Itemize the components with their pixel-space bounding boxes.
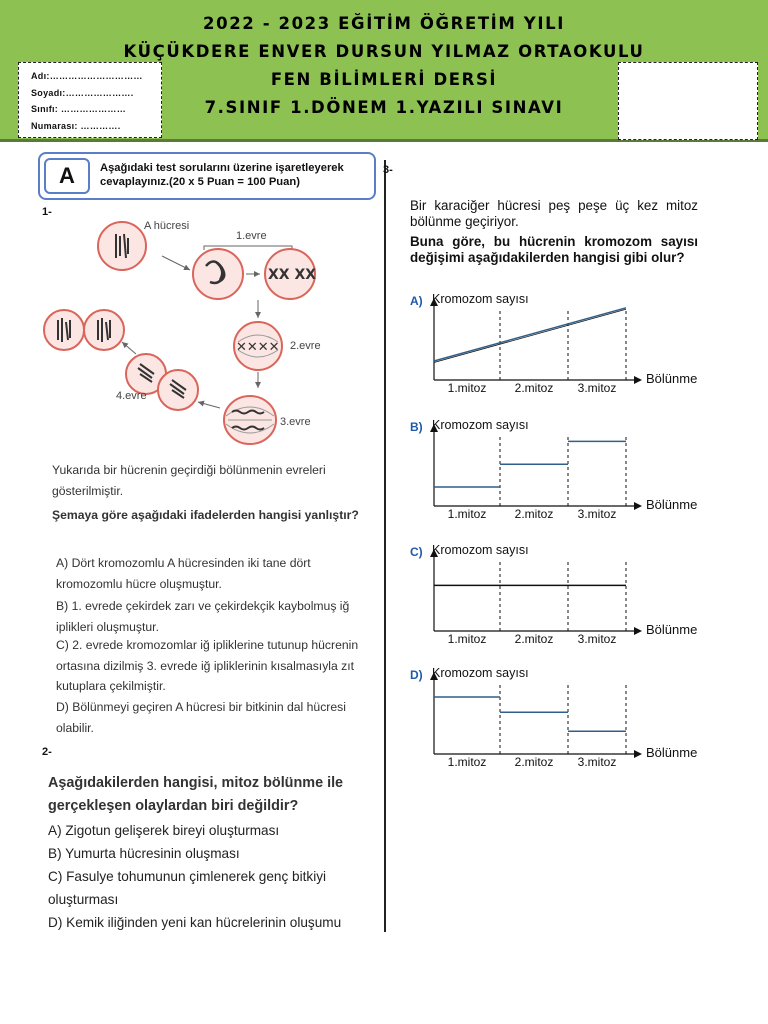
x-axis-arrow	[634, 750, 642, 758]
graph-tick-3: 3.mitoz	[577, 507, 617, 521]
column-divider	[384, 160, 386, 932]
score-box	[618, 62, 758, 140]
student-info-box	[18, 62, 162, 138]
student-class-field[interactable]: Sınıfı: …………………	[31, 104, 126, 114]
question-2-option-c[interactable]: C) Fasulye tohumunun çimlenerek genç bitkiyi oluşturması	[48, 869, 327, 907]
question-1-option-a[interactable]: A) Dört kromozomlu A hücresinden iki tane dört kromozomlu hücre oluşmuştur.	[56, 556, 311, 591]
svg-text:✕✕✕✕: ✕✕✕✕	[236, 340, 280, 355]
question-3-number: 3-	[383, 164, 393, 176]
graph-option-letter: C)	[410, 545, 423, 559]
svg-text:XX XX: XX XX	[268, 267, 317, 283]
section-letter: A	[44, 158, 90, 194]
header-exam-title: 7.SINIF 1.DÖNEM 1.YAZILI SINAVI	[204, 98, 564, 117]
graph-option-d[interactable]	[404, 660, 704, 784]
header-school-name: KÜÇÜKDERE ENVER DURSUN YILMAZ ORTAOKULU	[123, 42, 645, 61]
graph-x-label: Bölünme	[646, 371, 698, 386]
question-1-option-b[interactable]: B) 1. evrede çekirdek zarı ve çekirdekçik kaybolmuş iğ iplikleri oluşmuştur.	[56, 599, 350, 634]
arrow	[162, 256, 190, 270]
graph-tick-3: 3.mitoz	[577, 755, 617, 769]
series-line	[434, 308, 626, 361]
series-line-shadow	[434, 309, 626, 362]
graph-tick-2: 2.mitoz	[514, 755, 554, 769]
graph-x-label: Bölünme	[646, 622, 698, 637]
question-2-option-b[interactable]: B) Yumurta hücresinin oluşması	[48, 846, 240, 861]
header-course-name: FEN BİLİMLERİ DERSİ	[270, 70, 498, 89]
mitosis-diagram-svg	[40, 212, 366, 448]
graph-tick-2: 2.mitoz	[514, 632, 554, 646]
question-3-stem: Bir karaciğer hücresi peş peşe üç kez mitoz bölünme geçiriyor.	[410, 198, 698, 229]
graph-y-label: Kromozom sayısı	[432, 292, 529, 306]
header-academic-year: 2022 - 2023 EĞİTİM ÖĞRETİM YILI	[203, 14, 565, 33]
cell-stage-2	[234, 322, 282, 370]
question-2-option-d[interactable]: D) Kemik iliğinden yeni kan hücrelerinin oluşumu	[48, 915, 342, 930]
question-1-number: 1-	[42, 206, 52, 218]
question-1-intro: Yukarıda bir hücrenin geçirdiği bölünmenin evreleri gösterilmiştir.	[52, 463, 326, 498]
x-axis-arrow	[634, 502, 642, 510]
student-surname-field[interactable]: Soyadı:………………….	[31, 87, 134, 98]
cell-stage-3	[224, 396, 276, 444]
section-instruction: Aşağıdaki test sorularını üzerine işaretleyerek cevaplayınız.(20 x 5 Puan = 100 Puan)	[100, 162, 344, 188]
mitosis-diagram	[40, 212, 366, 448]
exam-header	[0, 0, 768, 142]
question-1-option-d[interactable]: D) Bölünmeyi geçiren A hücresi bir bitkinin dal hücresi olabilir.	[56, 700, 346, 735]
label-stage-4: 4.evre	[116, 390, 147, 402]
question-1-stem: Şemaya göre aşağıdaki ifadelerden hangisi yanlıştır?	[52, 508, 359, 522]
graph-y-label: Kromozom sayısı	[432, 666, 529, 680]
graph-tick-1: 1.mitoz	[447, 381, 487, 395]
graph-x-label: Bölünme	[646, 745, 698, 760]
graph-tick-1: 1.mitoz	[447, 507, 487, 521]
question-1-option-c[interactable]: C) 2. evrede kromozomlar iğ ipliklerine tutunup hücrenin ortasına dizilmiş 3. evrede iğ ipliklerinin kısalmasıyla zıt kutuplara çekilmiştir.	[56, 638, 359, 693]
label-stage-2: 2.evre	[290, 340, 321, 352]
graph-y-label: Kromozom sayısı	[432, 418, 529, 432]
label-a-hucresi: A hücresi	[144, 220, 190, 232]
label-stage-1: 1.evre	[236, 230, 267, 242]
graph-option-b[interactable]	[404, 412, 704, 536]
graph-option-a[interactable]	[404, 286, 704, 410]
x-axis-arrow	[634, 376, 642, 384]
question-3-question: Buna göre, bu hücrenin kromozom sayısı değişimi aşağıdakilerden hangisi gibi olur?	[410, 234, 698, 265]
cell-stage-1b	[265, 249, 316, 299]
student-number-field[interactable]: Numarası: ………….	[31, 120, 121, 131]
student-name-field[interactable]: Adı:…………………………	[31, 71, 143, 81]
graph-y-label: Kromozom sayısı	[432, 543, 529, 557]
question-2-stem: Aşağıdakilerden hangisi, mitoz bölünme ile gerçekleşen olaylardan biri değildir?	[48, 775, 344, 814]
graph-tick-1: 1.mitoz	[447, 632, 487, 646]
question-2-option-a[interactable]: A) Zigotun gelişerek bireyi oluşturması	[48, 823, 280, 838]
graph-tick-3: 3.mitoz	[577, 381, 617, 395]
graph-option-letter: A)	[410, 294, 423, 308]
graph-x-label: Bölünme	[646, 497, 698, 512]
graph-tick-2: 2.mitoz	[514, 381, 554, 395]
x-axis-arrow	[634, 627, 642, 635]
section-a-box	[38, 152, 376, 200]
daughter-cells	[44, 310, 124, 350]
graph-tick-1: 1.mitoz	[447, 755, 487, 769]
question-2-number: 2-	[42, 746, 52, 758]
cell-stage-1a	[193, 249, 243, 299]
cell-a	[98, 222, 146, 270]
graph-option-c[interactable]	[404, 537, 704, 661]
label-stage-3: 3.evre	[280, 416, 311, 428]
graph-tick-3: 3.mitoz	[577, 632, 617, 646]
graph-option-letter: B)	[410, 420, 423, 434]
graph-option-letter: D)	[410, 668, 423, 682]
graph-tick-2: 2.mitoz	[514, 507, 554, 521]
